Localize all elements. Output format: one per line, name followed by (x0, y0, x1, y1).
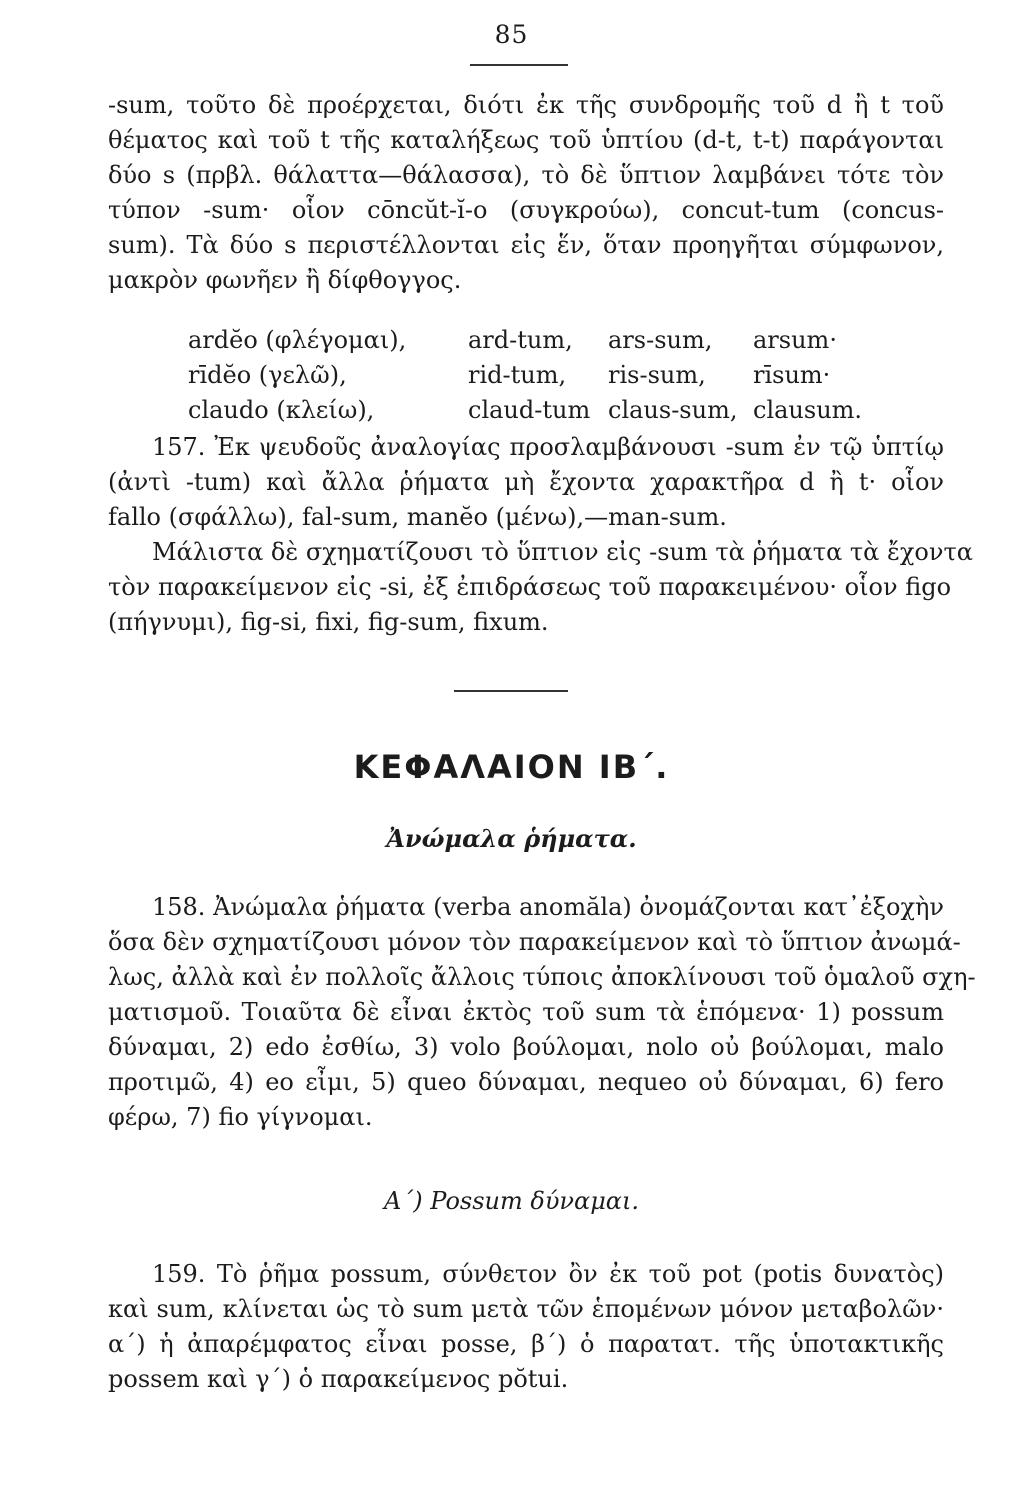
paragraph-continuation (108, 88, 944, 298)
chapter-subtitle: Ἀνώμαλα ῥήματα. (386, 824, 637, 853)
text-line: possem καὶ γ΄) ὁ παρακείμενος pŏtui. (108, 1365, 569, 1393)
text-line: -sum, τοῦτο δὲ προέρχεται, διότι ἐκ τῆς συνδρομῆς τοῦ d ἢ t τοῦ (108, 91, 944, 119)
text-line: fallo (σφάλλω), fal-sum, manĕo (μένω),—man-sum. (108, 503, 727, 531)
text-line: 157. Ἐκ ψευδοῦς ἀναλογίας προσλαμβάνουσι -sum ἐν τῷ ὑπτίῳ (152, 433, 944, 461)
page-number: 85 (494, 20, 529, 49)
text-line: δύο s (πρβλ. θάλαττα—θάλασσα), τὸ δὲ ὕπτιον λαμβάνει τότε τὸν (108, 161, 944, 189)
text-line: sum). Τὰ δύο s περιστέλλονται εἰς ἕν, ὅταν προηγῆται σύμφωνον, (108, 231, 944, 259)
text-line: τὸν παρακείμενον εἰς -si, ἐξ ἐπιδράσεως τοῦ παρακειμένου· οἷον figo (108, 573, 952, 601)
conjugation-form: ris-sum, (608, 361, 706, 389)
chapter-heading: ΚΕΦΑΛΑΙΟΝ ΙΒ΄. (353, 748, 670, 786)
conjugation-examples (188, 323, 948, 428)
text-line: Μάλιστα δὲ σχηματίζουσι τὸ ὕπτιον εἰς -sum τὰ ῥήματα τὰ ἔχοντα (152, 538, 973, 566)
text-line: ὅσα δὲν σχηματίζουσι μόνον τὸν παρακείμενον καὶ τὸ ὕπτιον ἀνωμά- (108, 928, 961, 956)
text-line: λως, ἀλλὰ καὶ ἐν πολλοῖς ἄλλοις τύποις ἀποκλίνουσι τοῦ ὁμαλοῦ σχη- (108, 963, 976, 991)
conjugation-form: rid-tum, (468, 361, 567, 389)
text-line: ματισμοῦ. Τοιαῦτα δὲ εἶναι ἐκτὸς τοῦ sum τὰ ἑπόμενα· 1) possum (108, 998, 944, 1026)
paragraph-159 (108, 1257, 944, 1397)
section-heading: Α΄) Possum δύναμαι. (383, 1187, 640, 1215)
paragraph-157 (108, 430, 973, 640)
paragraph-158 (108, 890, 976, 1135)
conjugation-form: rīsum· (753, 361, 831, 389)
text-line: τύπον -sum· οἷον cōncŭt-ĭ-o (συγκρούω), concut-tum (concus- (108, 196, 944, 224)
conjugation-verb: rīdĕo (γελῶ), (188, 361, 347, 389)
text-line: δύναμαι, 2) edo ἐσθίω, 3) volo βούλομαι, nolo οὐ βούλομαι, malo (108, 1033, 944, 1061)
conjugation-row (188, 323, 948, 358)
page-number-rule (470, 64, 568, 66)
text-line: προτιμῶ, 4) eo εἶμι, 5) queo δύναμαι, nequeo οὐ δύναμαι, 6) fero (108, 1068, 944, 1096)
conjugation-form: clausum. (753, 396, 863, 424)
text-line: θέματος καὶ τοῦ t τῆς καταλήξεως τοῦ ὑπτίου (d-t, t-t) παράγονται (108, 126, 944, 154)
text-line: (ἀντὶ -tum) καὶ ἄλλα ῥήματα μὴ ἔχοντα χαρακτῆρα d ἢ t· οἷον (108, 468, 944, 496)
conjugation-row (188, 393, 948, 428)
text-line: 159. Τὸ ῥῆμα possum, σύνθετον ὂν ἐκ τοῦ pot (potis δυνατὸς) (152, 1260, 944, 1288)
conjugation-form: arsum· (753, 326, 837, 354)
section-divider (454, 690, 568, 692)
text-line: α΄) ἡ ἀπαρέμφατος εἶναι posse, β΄) ὁ παρατατ. τῆς ὑποτακτικῆς (108, 1330, 944, 1358)
conjugation-form: ars-sum, (608, 326, 713, 354)
conjugation-row (188, 358, 948, 393)
conjugation-verb: ardĕo (φλέγομαι), (188, 326, 407, 354)
conjugation-form: ard-tum, (468, 326, 573, 354)
text-line: καὶ sum, κλίνεται ὡς τὸ sum μετὰ τῶν ἑπομένων μόνον μεταβολῶν· (108, 1295, 944, 1323)
text-line: 158. Ἀνώμαλα ῥήματα (verba anomăla) ὀνομάζονται κατ᾽ἐξοχὴν (152, 893, 944, 921)
text-line: φέρω, 7) fio γίγνομαι. (108, 1103, 373, 1131)
text-line: μακρὸν φωνῆεν ἢ δίφθογγος. (108, 266, 462, 294)
conjugation-verb: claudo (κλείω), (188, 396, 375, 424)
conjugation-form: claus-sum, (608, 396, 738, 424)
text-line: (πήγνυμι), fig-si, fixi, fig-sum, fixum. (108, 608, 549, 636)
conjugation-form: claud-tum (468, 396, 591, 424)
